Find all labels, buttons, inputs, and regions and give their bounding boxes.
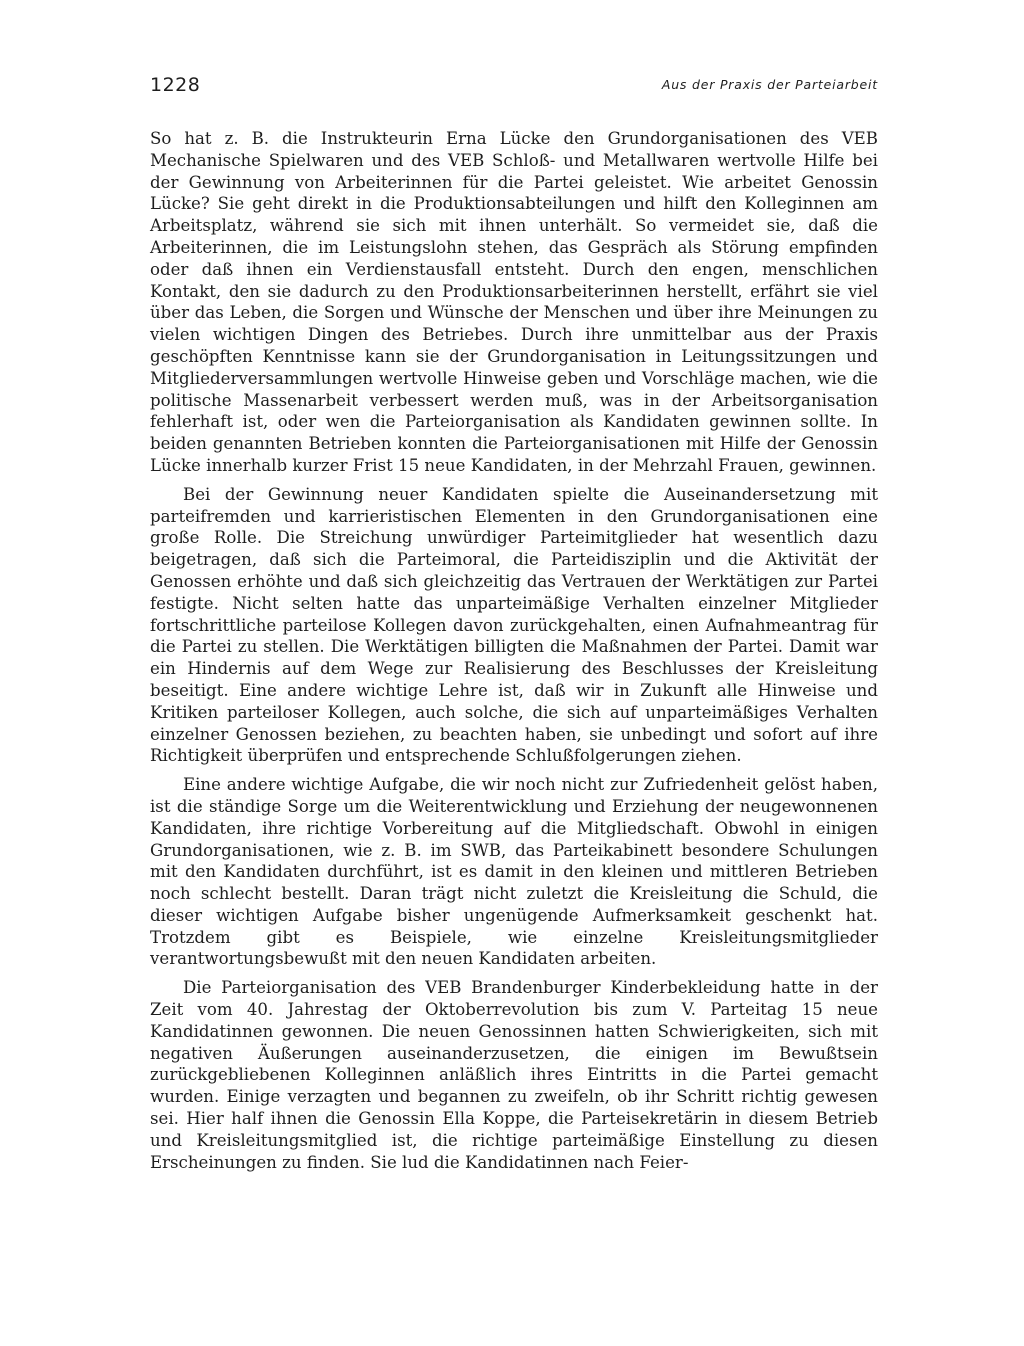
paragraph-1: So hat z. B. die Instrukteurin Erna Lücke den Grundorganisationen des VEB Mechanische Spielwaren und des VEB Schloß- und Metallwaren wertvolle Hilfe bei der Gewinnung von Arbeiterinnen für die Partei geleistet. Wie arbeitet Genossin Lücke? Sie geht direkt in die Produktionsabteilungen und hilft den Kolleginnen am Arbeitsplatz, während sie sich mit ihnen unterhält. So vermeidet sie, daß die Arbeiterinnen, die im Leistungslohn stehen, das Gespräch als Störung empfinden oder daß ihnen ein Verdienstausfall entsteht. Durch den engen, menschlichen Kontakt, den sie dadurch zu den Produktionsarbeiterinnen herstellt, erfährt sie viel über das Leben, die Sorgen und Wünsche der Menschen und über ihre Meinungen zu vielen wichtigen Dingen des Betriebes. Durch ihre unmittelbar aus der Praxis geschöpften Kenntnisse kann sie der Grundorganisation in Leitungssitzungen und Mitgliederversammlungen wertvolle Hinweise geben und Vorschläge machen, wie die politische Massenarbeit verbessert werden muß, was in der Arbeitsorganisation fehlerhaft ist, oder wen die Parteiorganisation als Kandidaten gewinnen sollte. In beiden genannten Betrieben konnten die Parteiorganisationen mit Hilfe der Genossin Lücke innerhalb kurzer Frist 15 neue Kandidaten, in der Mehrzahl Frauen, gewinnen. [150,129,878,475]
paragraph-3: Eine andere wichtige Aufgabe, die wir noch nicht zur Zufriedenheit gelöst haben, ist die ständige Sorge um die Weiterentwicklung und Erziehung der neugewonnenen Kandidaten, ihre richtige Vorbereitung auf die Mitgliedschaft. Obwohl in einigen Grundorganisationen, wie z. B. im SWB, das Parteikabinett besondere Schulungen mit den Kandidaten durchführt, ist es damit in den kleinen und mittleren Betrieben noch schlecht bestellt. Daran trägt nicht zuletzt die Kreisleitung die Schuld, die dieser wichtigen Aufgabe bisher ungenügende Aufmerksamkeit geschenkt hat. Trotzdem gibt es Beispiele, wie einzelne Kreisleitungsmitglieder verantwortungsbewußt mit den neuen Kandidaten arbeiten. [150,775,878,969]
body-text [150,128,878,1180]
page-number: 1228 [150,74,201,96]
paragraph-2: Bei der Gewinnung neuer Kandidaten spielte die Auseinandersetzung mit parteifremden und karrieristischen Elementen in den Grundorganisationen eine große Rolle. Die Streichung unwürdiger Parteimitglieder hat wesentlich dazu beigetragen, daß sich die Parteimoral, die Parteidisziplin und die Aktivität der Genossen erhöhte und daß sich gleichzeitig das Vertrauen der Werktätigen zur Partei festigte. Nicht selten hatte das unparteimäßige Verhalten einzelner Mitglieder fortschrittliche parteilose Kollegen davon zurückgehalten, einen Aufnahmeantrag für die Partei zu stellen. Die Werktätigen billigten die Maßnahmen der Partei. Damit war ein Hindernis auf dem Wege zur Realisierung des Beschlusses der Kreisleitung beseitigt. Eine andere wichtige Lehre ist, daß wir in Zukunft alle Hinweise und Kritiken parteiloser Kollegen, auch solche, die sich auf unparteimäßiges Verhalten einzelner Genossen beziehen, zu beachten haben, sie unbedingt und sofort auf ihre Richtigkeit überprüfen und entsprechende Schlußfolgerungen ziehen. [150,484,878,766]
running-head: Aus der Praxis der Parteiarbeit [661,77,878,92]
paragraph-4: Die Parteiorganisation des VEB Brandenburger Kinderbekleidung hatte in der Zeit vom 40. Jahrestag der Oktoberrevolution bis zum V. Parteitag 15 neue Kandidatinnen gewonnen. Die neuen Genossinnen hatten Schwierigkeiten, sich mit negativen Äußerungen auseinanderzusetzen, die einigen im Bewußtsein zurückgebliebenen Kolleginnen anläßlich ihres Eintritts in die Partei gemacht wurden. Einige verzagten und begannen zu zweifeln, ob ihr Schritt richtig gewesen sei. Hier half ihnen die Genossin Ella Koppe, die Parteisekretärin in diesem Betrieb und Kreisleitungsmitglied ist, die richtige parteimäßige Einstellung zu diesen Erscheinungen zu finden. Sie lud die Kandidatinnen nach Feier- [150,978,878,1172]
